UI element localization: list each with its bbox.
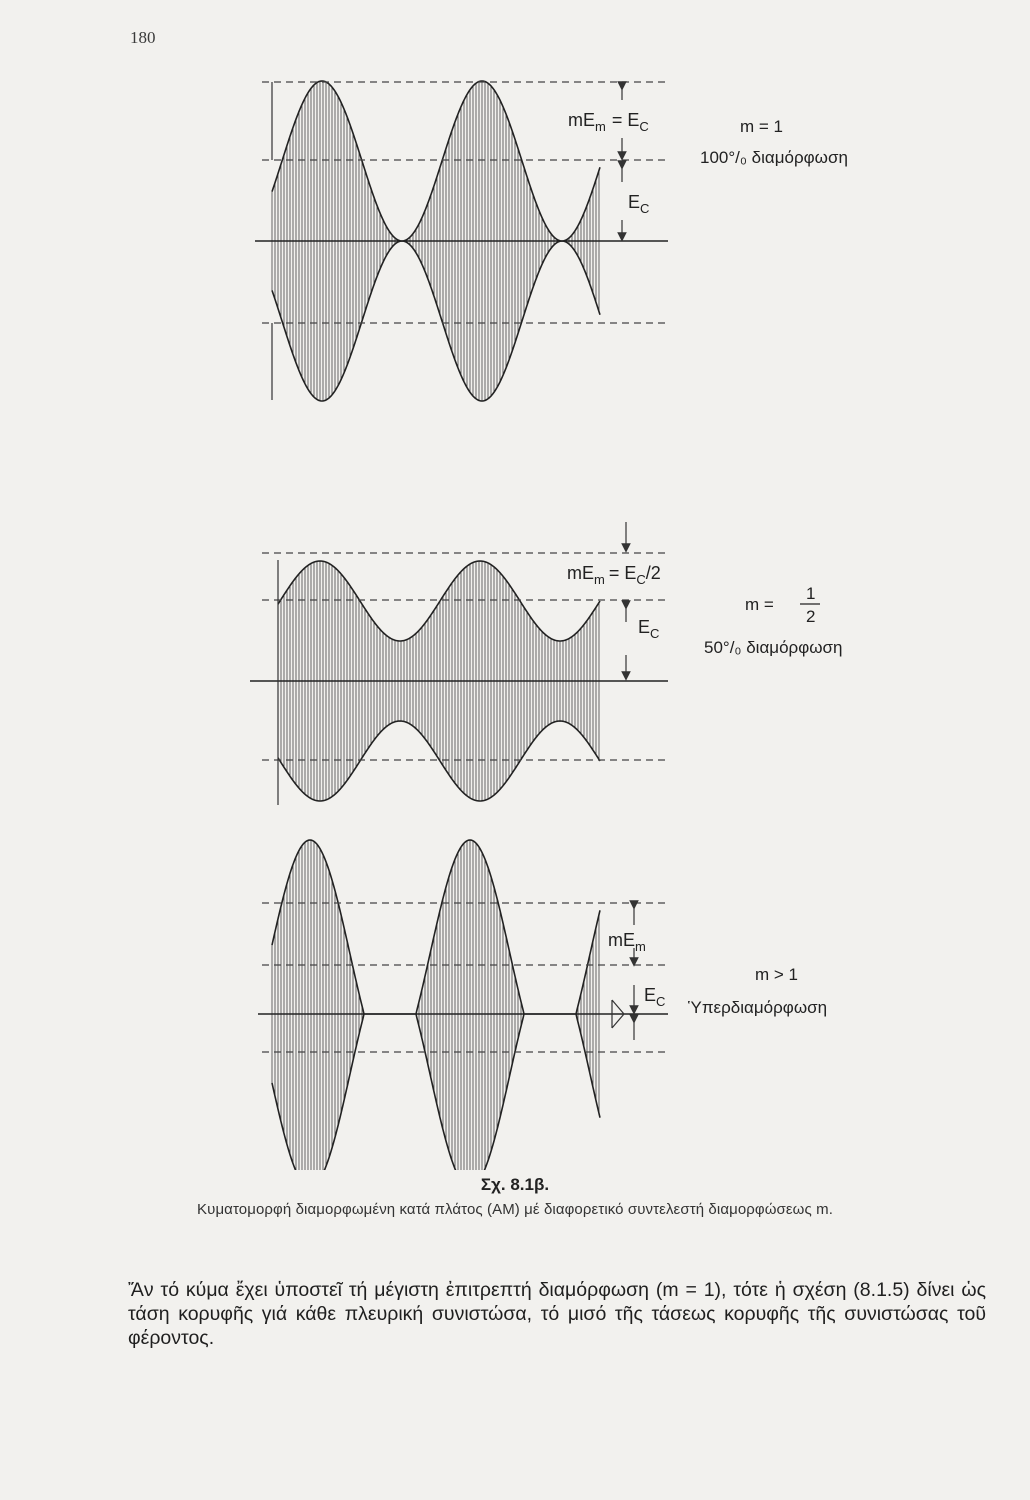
page-number: 180 xyxy=(130,28,156,47)
description-m-half: 50°/₀ διαμόρφωση xyxy=(704,638,843,657)
m-fraction-den: 2 xyxy=(806,607,816,626)
body-paragraph: Ἄν τό κύμα ἔχει ὑποστεῖ τή μέγιστη ἐπιτρεπτή διαμόρφωση (m = 1), τότε ἡ σχέση (8.1.5) δίνει ὡς τάση κορυφῆς γιά κάθε πλευρική συνιστώσα, τό μισό τῆς τάσεως κορυφῆς τῆς συνιστώσας τοῦ φέροντος. xyxy=(128,1279,986,1349)
label-mEm-m-over: mEm xyxy=(608,930,646,954)
envelope-m-over xyxy=(272,840,600,1170)
waveform-hatch-m-over xyxy=(272,840,599,1170)
label-Ec-m-half: EC xyxy=(638,617,660,641)
panel-m-half xyxy=(250,522,842,805)
panel-m1 xyxy=(255,81,848,401)
m-value-m1: m = 1 xyxy=(740,117,783,136)
label-mEm-m-half: mEm = EC/2 xyxy=(567,563,661,587)
label-Ec-m-over: EC xyxy=(644,985,666,1009)
label-Ec-m1: EC xyxy=(628,192,650,216)
label-mEm-m1: mEm = EC xyxy=(568,110,649,134)
m-value-m-half: m = xyxy=(745,595,774,614)
description-m1: 100°/₀ διαμόρφωση xyxy=(700,148,848,167)
figure-caption-title: Σχ. 8.1β. xyxy=(480,1175,550,1194)
m-value-m-over: m > 1 xyxy=(755,965,798,984)
description-m-over: Ὑπερδιαμόρφωση xyxy=(688,998,828,1017)
figure-caption-text: Κυματομορφή διαμορφωμένη κατά πλάτος (AM) μέ διαφορετικό συντελεστή διαμορφώσεως m. xyxy=(197,1201,833,1218)
panel-m-over xyxy=(258,840,827,1170)
m-fraction-num: 1 xyxy=(806,584,816,603)
